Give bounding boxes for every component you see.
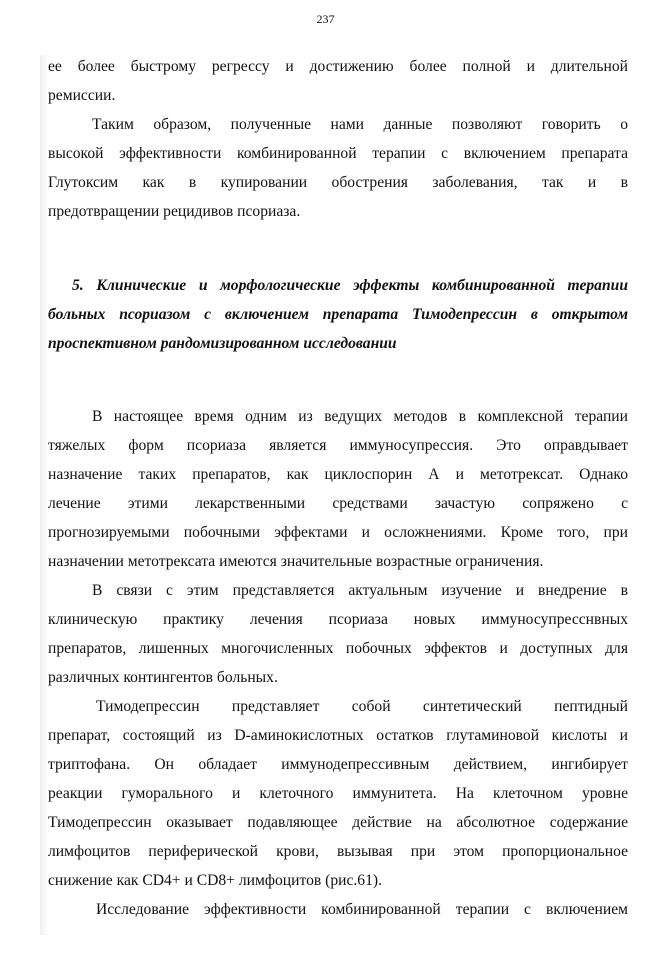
body-line: назначение таких препаратов, как циклоспорин А и метотрексат. Однако (48, 466, 628, 483)
paragraph-line: предотвращении рецидивов псориаза. (48, 203, 301, 220)
paragraph-line: ее более быстрому регрессу и достижению более полной и длительной (48, 58, 628, 75)
body-line: тяжелых форм псориаза является иммуносупрессия. Это оправдывает (48, 437, 628, 454)
body-line: триптофана. Он обладает иммунодепрессивным действием, ингибирует (48, 756, 628, 773)
body-line: клиническую практику лечения псориаза новых иммуносупресснвных (48, 611, 628, 628)
body-line: прогнозируемыми побочными эффектами и осложнениями. Кроме того, при (48, 524, 628, 541)
section-heading-line: 5. Клинические и морфологические эффекты комбинированной терапии (72, 277, 628, 294)
body-line: лимфоцитов периферической крови, вызывая при этом пропорциональное (48, 843, 628, 860)
body-line: Тимодепрессин представляет собой синтетический пептидный (96, 698, 628, 715)
body-line: лечение этими лекарственными средствами зачастую сопряжено с (48, 495, 628, 512)
paragraph-line: Глутоксим как в купировании обострения заболевания, так и в (48, 174, 628, 191)
paragraph-line: ремиссии. (48, 87, 116, 104)
body-line: Тимодепрессин оказывает подавляющее действие на абсолютное содержание (48, 814, 628, 831)
section-heading-line: больных псориазом с включением препарата Тимодепрессин в открытом (48, 306, 628, 323)
scan-edge-shadow (40, 55, 48, 935)
paragraph-line: высокой эффективности комбинированной терапии с включением препарата (48, 145, 628, 162)
body-line: Исследование эффективности комбинированной терапии с включением (96, 901, 628, 918)
body-line: В настоящее время одним из ведущих методов в комплексной терапии (92, 408, 628, 425)
body-line: препаратов, лишенных многочисленных побочных эффектов и доступных для (48, 640, 628, 657)
body-line: реакции гуморального и клеточного иммунитета. На клеточном уровне (48, 785, 628, 802)
section-heading-line: проспективном рандомизированном исследовании (48, 335, 397, 352)
paragraph-line: Таким образом, полученные нами данные позволяют говорить о (92, 116, 628, 133)
body-line: препарат, состоящий из D-аминокислотных остатков глутаминовой кислоты и (48, 727, 628, 744)
page-number: 237 (316, 12, 335, 26)
body-line: различных контингентов больных. (48, 669, 278, 686)
body-line: снижение как CD4+ и CD8+ лимфоцитов (рис.61). (48, 872, 382, 889)
body-line: В связи с этим представляется актуальным изучение и внедрение в (92, 582, 628, 599)
body-line: назначении метотрексата имеются значительные возрастные ограничения. (48, 553, 544, 570)
